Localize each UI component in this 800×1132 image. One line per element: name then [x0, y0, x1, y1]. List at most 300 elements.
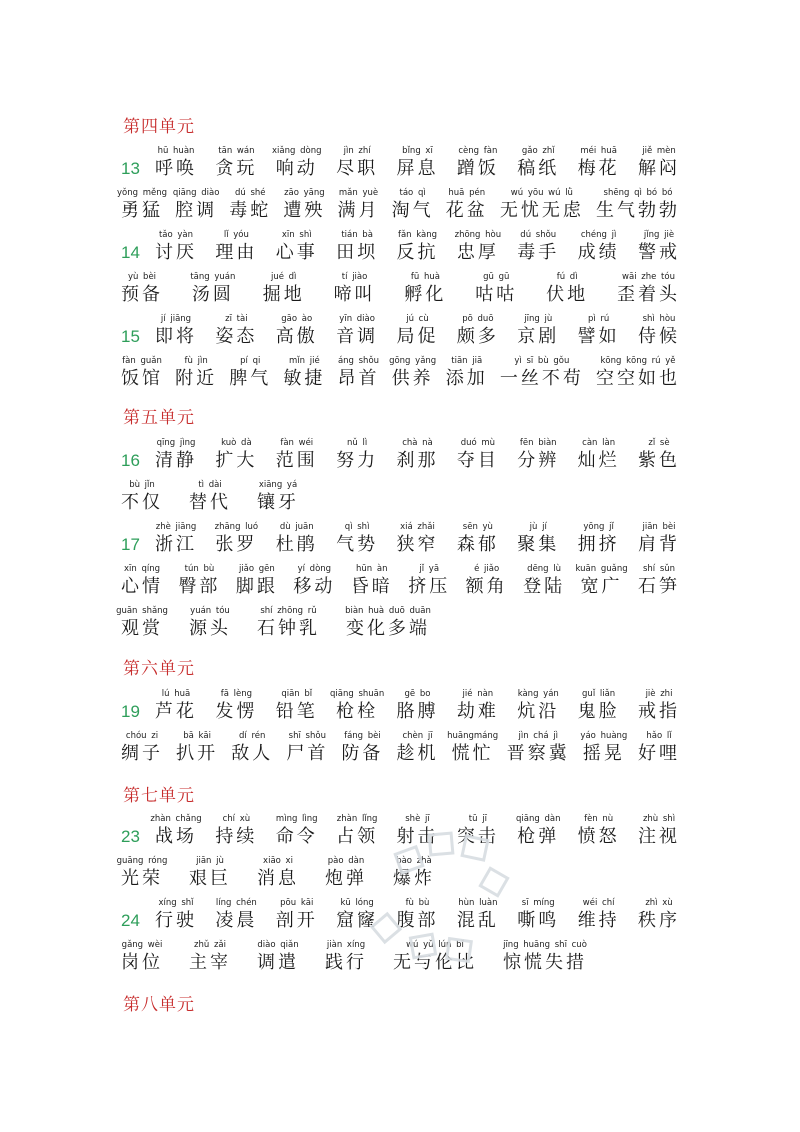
hanzi: 京剧 [517, 326, 560, 347]
pinyin: sī míng [521, 898, 555, 908]
vocab-word [155, 897, 197, 941]
pinyin: tún bù [184, 564, 215, 574]
hanzi: 清静 [155, 450, 197, 471]
vocab-word [121, 563, 163, 607]
pinyin: nǔ lì [347, 438, 368, 448]
pinyin: kuò dà [221, 438, 252, 448]
hanzi: 镶牙 [257, 492, 299, 513]
vocab-word [580, 730, 628, 774]
pinyin: fū huà [410, 272, 440, 282]
vocab-word [397, 437, 439, 481]
vocab-line [0, 813, 800, 857]
hanzi: 范围 [275, 450, 318, 471]
vocab-line [0, 688, 800, 732]
vocab-word [215, 521, 257, 565]
hanzi: 宽广 [580, 576, 623, 597]
vocab-word [389, 355, 437, 399]
pinyin: hūn àn [356, 564, 388, 574]
pinyin: jí jiāng [160, 314, 192, 324]
hanzi: 行驶 [155, 910, 197, 931]
vocab-word [408, 563, 450, 607]
hanzi: 戒指 [638, 701, 680, 722]
vocab-word [257, 479, 299, 523]
vocab-word [517, 437, 559, 481]
pinyin: jiàn xíng [326, 940, 366, 950]
pinyin: shí zhōng rǔ [260, 606, 317, 616]
pinyin: xiāng yá [258, 480, 298, 490]
hanzi: 夺目 [456, 450, 499, 471]
hanzi: 敏捷 [283, 368, 326, 389]
pinyin: tāng yuán [190, 272, 236, 282]
hanzi: 姿态 [215, 326, 258, 347]
vocab-word [638, 521, 680, 565]
vocab-line [0, 271, 800, 315]
vocab-word [283, 355, 325, 399]
pinyin: duó mù [460, 438, 496, 448]
vocab-word [507, 730, 570, 774]
pinyin: jiè zhi [645, 689, 673, 699]
hanzi: 梅花 [577, 158, 620, 179]
hanzi: 观赏 [121, 618, 163, 639]
vocab-word [457, 145, 499, 189]
vocab-word [457, 813, 499, 857]
vocab-word [517, 688, 559, 732]
hanzi: 心情 [121, 576, 163, 597]
lesson-number: 24 [121, 911, 140, 930]
vocab-word [276, 521, 318, 565]
hanzi: 凌晨 [215, 910, 258, 931]
hanzi: 张罗 [215, 534, 258, 555]
pinyin: fàn wéi [280, 438, 314, 448]
pinyin: jìn zhí [343, 146, 371, 156]
vocab-word [189, 605, 231, 649]
vocab-word [121, 730, 163, 774]
vocab-word [397, 730, 439, 774]
vocab-word [336, 145, 378, 189]
hanzi: 啼叫 [333, 284, 376, 305]
hanzi: 供养 [391, 368, 434, 389]
vocab-word [229, 187, 271, 231]
pinyin: gōng yǎng [389, 356, 437, 366]
pinyin: jiān bèi [642, 522, 676, 532]
pinyin: shè jī [405, 814, 430, 824]
hanzi: 主宰 [189, 952, 231, 973]
vocab-word [325, 939, 367, 983]
pinyin: pào dàn [327, 856, 365, 866]
hanzi: 践行 [325, 952, 367, 973]
pinyin: dēng lù [527, 564, 562, 574]
hanzi: 浙江 [155, 534, 197, 555]
vocab-word [341, 730, 383, 774]
vocab-word [351, 563, 393, 607]
vocab-word [257, 855, 299, 899]
pinyin: wú yōu wú lǜ [510, 188, 573, 198]
vocab-word [189, 479, 231, 523]
lesson-number: 17 [121, 535, 140, 554]
hanzi: 田坝 [336, 242, 379, 263]
hanzi: 窟窿 [336, 910, 379, 931]
hanzi: 愤怒 [577, 826, 620, 847]
pinyin: jǐ yā [419, 564, 440, 574]
hanzi: 腔调 [175, 200, 218, 221]
hanzi: 枪栓 [336, 701, 379, 722]
hanzi: 晋察冀 [506, 743, 570, 764]
hanzi: 占领 [336, 826, 379, 847]
pinyin: zhè jiāng [155, 522, 197, 532]
hanzi: 劫难 [456, 701, 499, 722]
hanzi: 臀部 [178, 576, 221, 597]
pinyin: qiāng shuān [330, 689, 385, 699]
pinyin: hùn luàn [458, 898, 498, 908]
hanzi: 讨厌 [155, 242, 197, 263]
vocab-word [638, 145, 680, 189]
vocab-word [116, 855, 168, 899]
hanzi: 调遣 [257, 952, 299, 973]
vocab-word [578, 897, 620, 941]
vocab-word [575, 563, 628, 607]
pinyin: hū huàn [157, 146, 195, 156]
hanzi: 忠厚 [456, 242, 499, 263]
vocab-word [283, 187, 325, 231]
unit-title: 第六单元 [123, 659, 195, 679]
vocab-word [336, 229, 378, 273]
pinyin: líng chén [215, 898, 257, 908]
hanzi: 歪着头 [617, 284, 680, 305]
pinyin: kàng yán [517, 689, 559, 699]
hanzi: 孵化 [404, 284, 447, 305]
vocab-word [336, 437, 378, 481]
pinyin: tián bà [341, 230, 373, 240]
vocab-word [263, 271, 305, 315]
pinyin: cèng fàn [458, 146, 498, 156]
unit-title: 第八单元 [123, 995, 195, 1015]
vocab-word [117, 187, 168, 231]
pinyin: yí dòng [297, 564, 332, 574]
vocab-word [272, 145, 322, 189]
vocab-word [276, 897, 318, 941]
hanzi: 譬如 [577, 326, 620, 347]
vocab-word [155, 145, 197, 189]
vocab-word [404, 271, 446, 315]
vocab-word [236, 563, 278, 607]
vocab-word [215, 813, 257, 857]
vocab-word [155, 313, 197, 357]
hanzi: 摇晃 [582, 743, 625, 764]
pinyin: dú shé [234, 188, 266, 198]
vocab-word [638, 897, 680, 941]
vocab-word [546, 271, 588, 315]
pinyin: mǎn yuè [338, 188, 379, 198]
vocab-word [517, 229, 559, 273]
vocab-word [336, 313, 378, 357]
pinyin: shī shǒu [288, 731, 326, 741]
pinyin: shí sǔn [642, 564, 676, 574]
hanzi: 扒开 [176, 743, 219, 764]
vocab-word [397, 521, 439, 565]
hanzi: 成绩 [577, 242, 620, 263]
hanzi: 昏暗 [350, 576, 393, 597]
hanzi: 毒蛇 [229, 200, 272, 221]
vocab-word [517, 521, 559, 565]
vocab-line [0, 897, 800, 941]
pinyin: kuān guǎng [575, 564, 628, 574]
vocab-word [257, 939, 299, 983]
hanzi: 炮弹 [325, 868, 367, 889]
pinyin: càn làn [582, 438, 616, 448]
vocab-word [457, 437, 499, 481]
vocab-word [578, 688, 620, 732]
pinyin: yōng jǐ [583, 522, 614, 532]
hanzi: 杜鹃 [275, 534, 318, 555]
pinyin: gāo ào [281, 314, 313, 324]
pinyin: táo qì [399, 188, 426, 198]
vocab-word [578, 313, 620, 357]
pinyin: tí jiào [341, 272, 368, 282]
vocab-word [393, 939, 477, 983]
hanzi: 音调 [336, 326, 379, 347]
pinyin: wāi zhe tóu [622, 272, 675, 282]
vocab-word [454, 229, 502, 273]
hanzi: 气势 [336, 534, 379, 555]
vocab-line [0, 479, 800, 523]
vocab-word [517, 145, 559, 189]
pinyin: biàn huà duō duān [345, 606, 431, 616]
pinyin: é jiǎo [474, 564, 500, 574]
pinyin: chóu zi [125, 731, 159, 741]
vocab-word [578, 437, 620, 481]
pinyin: hǎo lǐ [646, 731, 672, 741]
vocab-word [276, 229, 318, 273]
unit-title: 第七单元 [123, 786, 195, 806]
vocab-word [638, 563, 680, 607]
pinyin: pì rú [587, 314, 610, 324]
pinyin: tǎo yàn [158, 230, 194, 240]
vocab-word [175, 355, 217, 399]
vocab-word [215, 437, 257, 481]
pinyin: tiān jiā [451, 356, 483, 366]
hanzi: 嘶鸣 [517, 910, 560, 931]
pinyin: guǐ liǎn [582, 689, 616, 699]
pinyin: fèn nù [584, 814, 614, 824]
hanzi: 毒手 [517, 242, 560, 263]
vocab-word [457, 313, 499, 357]
pinyin: kōng kōng rú yě [600, 356, 676, 366]
hanzi: 炕沿 [517, 701, 560, 722]
hanzi: 好哩 [638, 743, 680, 764]
hanzi: 秩序 [638, 910, 680, 931]
vocab-word [457, 688, 499, 732]
pinyin: guān shǎng [116, 606, 168, 616]
pinyin: fǎn kàng [397, 230, 438, 240]
pinyin: zhàn chǎng [150, 814, 202, 824]
unit-title: 第四单元 [123, 117, 195, 137]
hanzi: 尸首 [286, 743, 329, 764]
vocab-word [638, 229, 680, 273]
vocab-word [155, 521, 197, 565]
hanzi: 勇猛 [121, 200, 163, 221]
pinyin: chà nà [402, 438, 433, 448]
pinyin: bù jǐn [129, 480, 155, 490]
hanzi: 挤压 [408, 576, 451, 597]
vocab-word [155, 437, 197, 481]
hanzi: 变化多端 [346, 618, 430, 639]
vocab-word [257, 605, 320, 649]
vocab-word [215, 897, 257, 941]
hanzi: 紫色 [638, 450, 680, 471]
hanzi: 登陆 [523, 576, 566, 597]
pinyin: tū jī [468, 814, 487, 824]
vocab-word [231, 730, 273, 774]
hanzi: 爆炸 [393, 868, 435, 889]
pinyin: áng shǒu [337, 356, 380, 366]
hanzi: 咕咕 [475, 284, 518, 305]
vocab-word [121, 271, 163, 315]
hanzi: 狭窄 [396, 534, 439, 555]
pinyin: pí qi [240, 356, 261, 366]
hanzi: 防备 [341, 743, 384, 764]
hanzi: 突击 [456, 826, 499, 847]
vocab-word [176, 730, 218, 774]
vocab-word [189, 855, 231, 899]
pinyin: bā kāi [183, 731, 212, 741]
hanzi: 脚跟 [235, 576, 278, 597]
pinyin: jù jí [529, 522, 547, 532]
vocab-word [503, 939, 587, 983]
pinyin: fàn guǎn [122, 356, 162, 366]
hanzi: 无与伦比 [393, 952, 477, 973]
pinyin: jué dì [270, 272, 297, 282]
vocab-line [0, 730, 800, 774]
vocab-word [617, 271, 680, 315]
pinyin: jīng jù [524, 314, 553, 324]
vocab-word [457, 897, 499, 941]
pinyin: chéng jì [580, 230, 617, 240]
vocab-word [276, 437, 318, 481]
vocab-word [475, 271, 517, 315]
pinyin: gǎo zhǐ [521, 146, 555, 156]
hanzi: 额角 [465, 576, 508, 597]
vocab-word [121, 355, 163, 399]
hanzi: 持续 [215, 826, 258, 847]
hanzi: 扩大 [215, 450, 258, 471]
hanzi: 无忧无虑 [499, 200, 584, 221]
hanzi: 淘气 [391, 200, 434, 221]
hanzi: 附近 [175, 368, 218, 389]
pinyin: jú cù [406, 314, 429, 324]
vocab-line [0, 437, 800, 481]
pinyin: jié nàn [462, 689, 494, 699]
vocab-line [0, 855, 800, 899]
pinyin: jǐng jiè [643, 230, 675, 240]
vocab-word [229, 355, 271, 399]
pinyin: gē bo [404, 689, 431, 699]
pinyin: pō duō [462, 314, 494, 324]
pinyin: gū gū [483, 272, 510, 282]
vocab-word [192, 271, 234, 315]
vocab-word [346, 605, 430, 649]
hanzi: 掘地 [262, 284, 305, 305]
vocab-line [0, 145, 800, 189]
hanzi: 岗位 [121, 952, 163, 973]
vocab-word [523, 563, 565, 607]
vocab-word [336, 897, 378, 941]
hanzi: 腹部 [396, 910, 439, 931]
vocab-word [397, 813, 439, 857]
vocab-word [638, 688, 680, 732]
hanzi: 惊慌失措 [503, 952, 587, 973]
lesson-number: 15 [121, 327, 140, 346]
hanzi: 遭殃 [283, 200, 326, 221]
hanzi: 注视 [638, 826, 680, 847]
hanzi: 枪弹 [517, 826, 560, 847]
lesson-number: 23 [121, 827, 140, 846]
hanzi: 呼唤 [155, 158, 197, 179]
hanzi: 空空如也 [596, 368, 680, 389]
pinyin: zhàn lǐng [336, 814, 378, 824]
vocab-word [121, 479, 163, 523]
pinyin: qiāng diào [172, 188, 220, 198]
pinyin: huā pén [448, 188, 486, 198]
pinyin: fā lèng [220, 689, 253, 699]
hanzi: 警戒 [638, 242, 680, 263]
hanzi: 饭馆 [121, 368, 163, 389]
pinyin: qiān bǐ [281, 689, 313, 699]
pinyin: diào qiǎn [257, 940, 299, 950]
vocab-word [276, 813, 318, 857]
vocab-word [276, 688, 318, 732]
vocab-word [286, 730, 328, 774]
pinyin: yuán tóu [190, 606, 230, 616]
pinyin: méi huā [580, 146, 617, 156]
vocab-word [338, 355, 380, 399]
hanzi: 尽职 [336, 158, 379, 179]
pinyin: gǎng wèi [121, 940, 163, 950]
hanzi: 移动 [293, 576, 336, 597]
vocab-word [393, 855, 435, 899]
hanzi: 稿纸 [517, 158, 560, 179]
vocab-word [517, 897, 559, 941]
hanzi: 昂首 [337, 368, 380, 389]
pinyin: xīn shì [281, 230, 312, 240]
pinyin: tān wán [218, 146, 255, 156]
hanzi: 刹那 [396, 450, 439, 471]
hanzi: 胳膊 [396, 701, 439, 722]
pinyin: mìng lìng [275, 814, 318, 824]
vocab-word [446, 187, 488, 231]
vocab-word [172, 187, 220, 231]
vocab-word [178, 563, 220, 607]
vocab-line [0, 355, 800, 399]
hanzi: 花盆 [445, 200, 488, 221]
vocab-word [397, 145, 439, 189]
vocab-word [336, 521, 378, 565]
vocab-word [447, 730, 499, 774]
hanzi: 贪玩 [215, 158, 258, 179]
pinyin: xiá zhǎi [400, 522, 435, 532]
pinyin: zāo yāng [284, 188, 325, 198]
hanzi: 混乱 [456, 910, 499, 931]
vocab-word [466, 563, 508, 607]
pinyin: zhōng hòu [454, 230, 502, 240]
hanzi: 屏息 [396, 158, 439, 179]
hanzi: 艰巨 [189, 868, 231, 889]
vocab-line [0, 605, 800, 649]
pinyin: zhù shì [642, 814, 676, 824]
hanzi: 森郁 [456, 534, 499, 555]
hanzi: 一丝不苟 [499, 368, 584, 389]
hanzi: 绸子 [121, 743, 163, 764]
pinyin: qì shì [344, 522, 370, 532]
